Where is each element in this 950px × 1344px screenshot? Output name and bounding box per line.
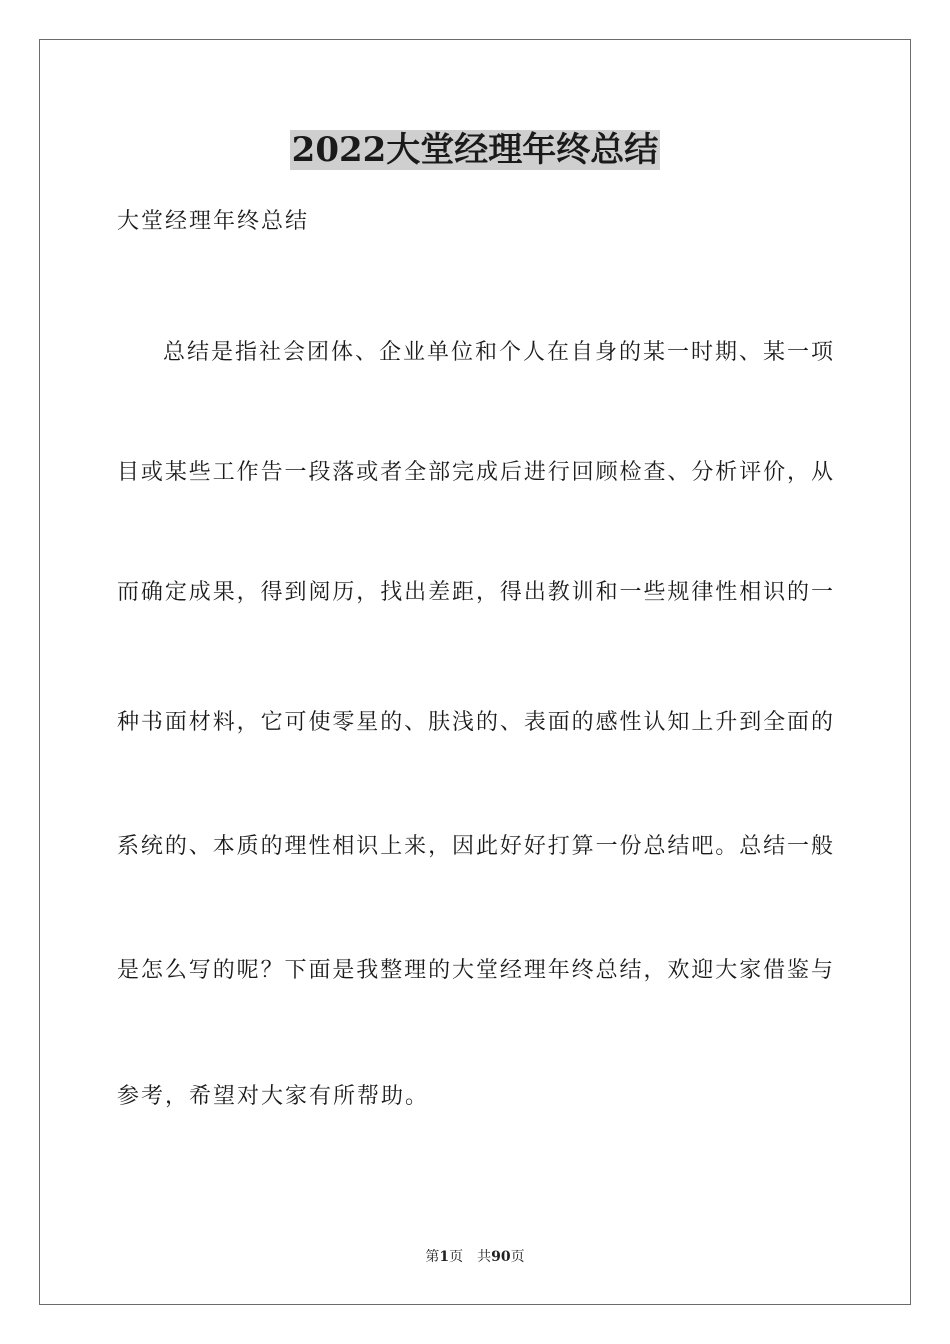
page-footer [0,1247,950,1267]
document-subtitle: 大堂经理年终总结 [117,209,310,234]
footer-mid: 页 共 [449,1249,492,1265]
footer-suffix: 页 [510,1249,525,1265]
paragraph-line: 总结是指社会团体、企业单位和个人在自身的某一时期、某一项 [163,340,833,365]
paragraph-line: 种书面材料，它可使零星的、肤浅的、表面的感性认知上升到全面的 [117,710,833,735]
paragraph-line: 参考，希望对大家有所帮助。 [117,1084,430,1109]
paragraph-line: 目或某些工作告一段落或者全部完成后进行回顾检查、分析评价，从 [117,460,833,485]
paragraph-line: 而确定成果，得到阅历，找出差距，得出教训和一些规律性相识的一 [117,580,833,605]
document-title-text: 2022大堂经理年终总结 [291,130,659,170]
footer-current-page: 1 [439,1249,450,1265]
paragraph-line: 系统的、本质的理性相识上来，因此好好打算一份总结吧。总结一般 [117,834,833,859]
footer-prefix: 第 [425,1249,440,1265]
paragraph-line: 是怎么写的呢？下面是我整理的大堂经理年终总结，欢迎大家借鉴与 [117,958,833,983]
footer-total-pages: 90 [491,1249,511,1265]
document-title [0,128,950,172]
